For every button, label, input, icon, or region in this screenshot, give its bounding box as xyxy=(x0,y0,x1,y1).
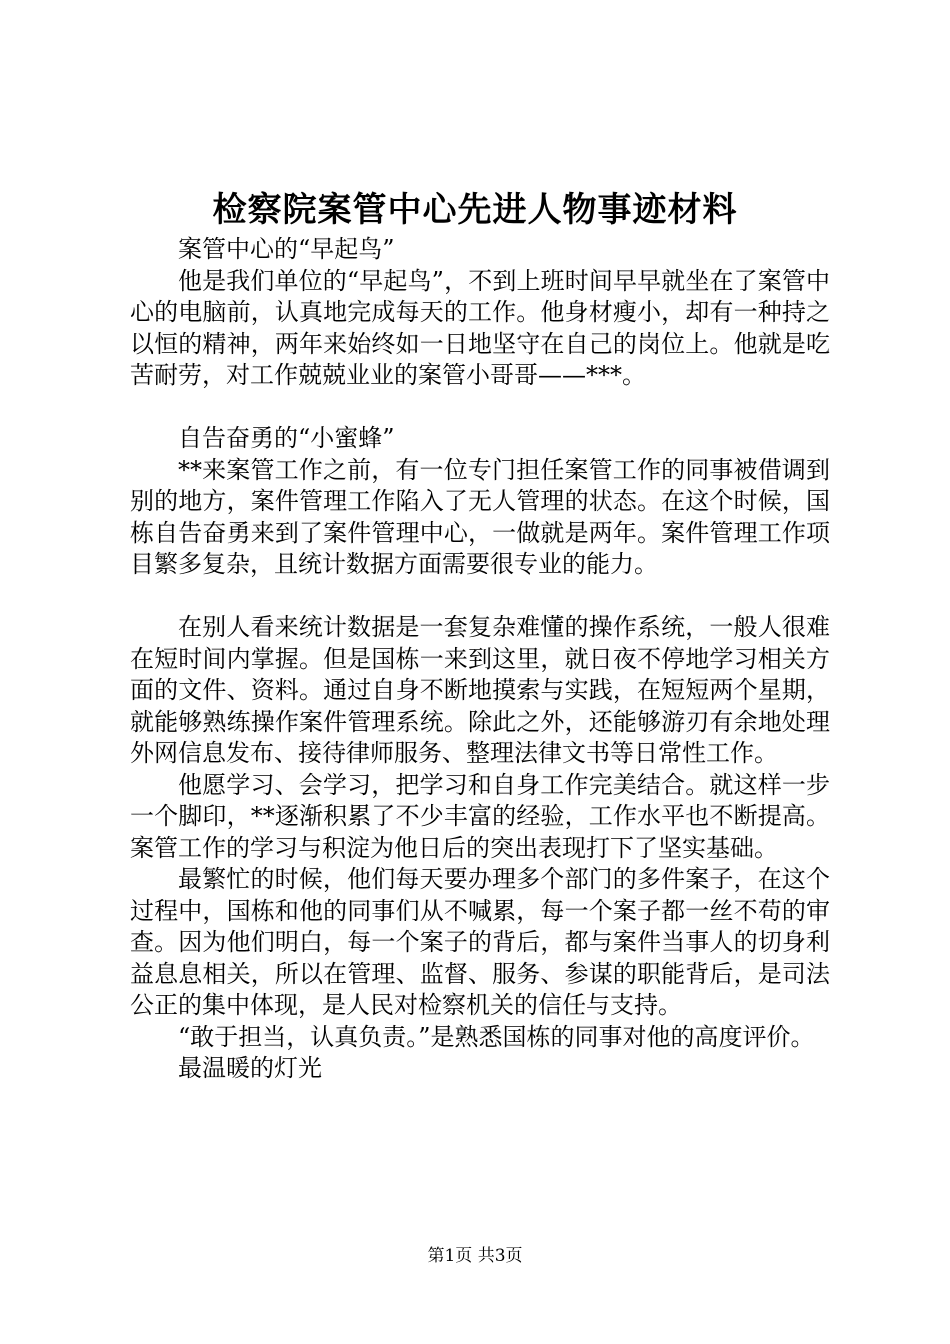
paragraph-heading-warm-light: 最温暖的灯光 xyxy=(178,1054,322,1082)
paragraph: 最繁忙的时候，他们每天要办理多个部门的多件案子，在这个过程中，国栋和他的同事们从不喊累，每一个案子都一丝不苟的审查。因为他们明白，每一个案子的背后，都与案件当事人的切身利益息息相关，所以在管理、监督、服务、参谋的职能背后，是司法公正的集中体现，是人民对检察机关的信任与支持。 xyxy=(130,865,830,1019)
page-footer: 第1页 共3页 xyxy=(427,1246,523,1266)
paragraph-quote: “敢于担当，认真负责。”是熟悉国栋的同事对他的高度评价。 xyxy=(178,1022,815,1051)
paragraph: 他愿学习、会学习，把学习和自身工作完美结合。就这样一步一个脚印，**逐渐积累了不少丰富的经验，工作水平也不断提高。案管工作的学习与积淀为他日后的突出表现打下了坚实基础。 xyxy=(130,770,830,862)
paragraph: 他是我们单位的“早起鸟”，不到上班时间早早就坐在了案管中心的电脑前，认真地完成每天的工作。他身材瘦小，却有一种持之以恒的精神，两年来始终如一日地坚守在自己的岗位上。他就是吃苦耐劳，对工作兢兢业业的案管小哥哥——***。 xyxy=(130,266,830,389)
paragraph-heading-little-bee: 自告奋勇的“小蜜蜂” xyxy=(178,424,395,452)
paragraph: 在别人看来统计数据是一套复杂难懂的操作系统，一般人很难在短时间内掌握。但是国栋一来到这里，就日夜不停地学习相关方面的文件、资料。通过自身不断地摸索与实践，在短短两个星期，就能够熟练操作案件管理系统。除此之外，还能够游刃有余地处理外网信息发布、接待律师服务、整理法律文书等日常性工作。 xyxy=(130,613,830,767)
document-title: 检察院案管中心先进人物事迹材料 xyxy=(212,190,738,230)
document-body xyxy=(130,234,830,1085)
paragraph: **来案管工作之前，有一位专门担任案管工作的同事被借调到别的地方，案件管理工作陷入了无人管理的状态。在这个时候，国栋自告奋勇来到了案件管理中心，一做就是两年。案件管理工作项目繁多复杂，且统计数据方面需要很专业的能力。 xyxy=(130,455,830,578)
paragraph-heading-early-bird: 案管中心的“早起鸟” xyxy=(178,235,395,263)
